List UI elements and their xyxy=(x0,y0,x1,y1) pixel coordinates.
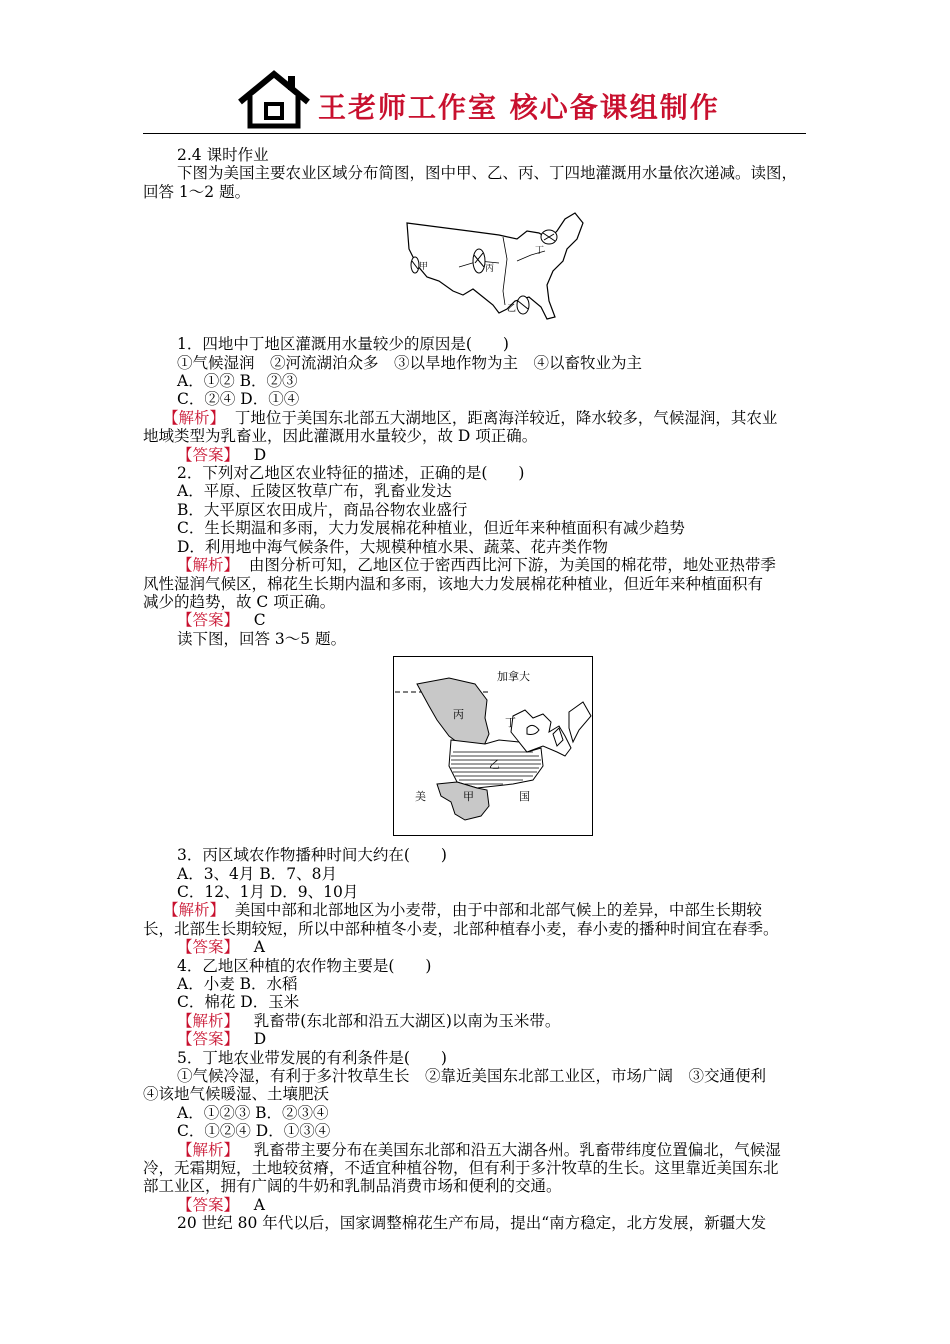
q5-analysis-1: 乳畜带主要分布在美国东北部和沿五大湖各州。乳畜带纬度位置偏北，气候湿 xyxy=(253,1140,781,1159)
q1-analysis-tag: 【解析】 xyxy=(163,408,226,427)
q1-stem: 1．四地中丁地区灌溉用水量较少的原因是( ) xyxy=(177,335,509,354)
header-title: 王老师工作室 核心备课组制作 xyxy=(318,91,720,124)
intro-line-1: 下图为美国主要农业区域分布简图，图中甲、乙、丙、丁四地灌溉用水量依次递减。读图， xyxy=(177,164,798,183)
q2-option-c: C．生长期温和多雨，大力发展棉花种植业，但近年来种植面积有减少趋势 xyxy=(177,519,685,538)
q1-analysis-2: 地域类型为乳畜业，因此灌溉用水量较少，故 D 项正确。 xyxy=(143,427,538,446)
map1-label-jia: 甲 xyxy=(419,262,429,273)
regional-map xyxy=(393,656,806,838)
map2-label-usa-2: 国 xyxy=(519,790,530,804)
q3-analysis-1: 美国中部和北部地区为小麦带，由于中部和北部气候上的差异，中部生长期较 xyxy=(234,901,762,920)
section-title: 2.4 课时作业 xyxy=(177,146,269,164)
document-body xyxy=(143,146,806,1233)
q3-options-2: C．12、1月 D．9、10月 xyxy=(177,882,359,901)
q1-answer-tag: 【答案】 xyxy=(177,445,240,464)
q2-analysis-1: 由图分析可知，乙地区位于密西西比河下游，为美国的棉花带，地处亚热带季 xyxy=(248,556,776,575)
q1-analysis-1: 丁地位于美国东北部五大湖地区，距离海洋较近，降水较多，气候湿润，其农业 xyxy=(234,408,778,427)
map2-label-canada: 加拿大 xyxy=(497,670,530,684)
header-divider xyxy=(143,133,806,134)
intro-2: 读下图，回答 3～5 题。 xyxy=(177,629,347,648)
q2-option-d: D．利用地中海气候条件，大规模种植水果、蔬菜、花卉类作物 xyxy=(177,537,608,556)
q5-items: ①气候冷湿，有利于多汁牧草生长 ②靠近美国东北部工业区，市场广阔 ③交通便利 xyxy=(177,1067,767,1085)
q2-option-b: B．大平原区农田成片，商品谷物农业盛行 xyxy=(177,500,468,519)
q2-answer: C xyxy=(253,611,266,630)
q2-analysis-2: 风性湿润气候区，棉花生长期内温和多雨，该地大力发展棉花种植业，但近年来种植面积有 xyxy=(143,574,764,593)
q5-analysis-tag: 【解析】 xyxy=(177,1140,240,1159)
q2-stem: 2．下列对乙地区农业特征的描述，正确的是( ) xyxy=(177,464,525,483)
q3-analysis-tag: 【解析】 xyxy=(163,901,226,920)
map2-label-ding: 丁 xyxy=(505,716,516,730)
q5-options-1: A．①②③ B．②③④ xyxy=(177,1103,329,1122)
q3-answer: A xyxy=(253,938,265,957)
q4-analysis-tag: 【解析】 xyxy=(177,1011,240,1030)
map1-label-ding: 丁 xyxy=(535,246,545,257)
house-logo-icon xyxy=(236,70,312,130)
q2-analysis-tag: 【解析】 xyxy=(177,556,240,575)
map1-label-bing: 丙 xyxy=(485,264,495,275)
q4-options-1: A．小麦 B．水稻 xyxy=(177,974,298,993)
q5-analysis-3: 部工业区，拥有广阔的牛奶和乳制品消费市场和便利的交通。 xyxy=(143,1177,562,1196)
q5-items-2: ④该地气候暖湿、土壤肥沃 xyxy=(143,1085,330,1104)
q4-analysis-1: 乳畜带(东北部和沿五大湖区)以南为玉米带。 xyxy=(253,1011,561,1030)
q1-options-2: C．②④ D．①④ xyxy=(177,390,300,409)
q2-answer-tag: 【答案】 xyxy=(177,611,240,630)
q1-items: ①气候湿润 ②河流湖泊众多 ③以旱地作物为主 ④以畜牧业为主 xyxy=(177,353,643,372)
intro-line-2: 回答 1～2 题。 xyxy=(143,182,251,201)
q5-answer-tag: 【答案】 xyxy=(177,1195,240,1214)
q2-analysis-3: 减少的趋势，故 C 项正确。 xyxy=(143,592,336,611)
q5-analysis-2: 冷，无霜期短，土地较贫瘠，不适宜种植谷物，但有利于多汁牧草的生长。这里靠近美国东北 xyxy=(143,1159,779,1178)
q4-answer: D xyxy=(253,1030,267,1049)
q5-stem: 5．丁地农业带发展的有利条件是( ) xyxy=(177,1048,447,1067)
us-agriculture-map xyxy=(399,209,806,335)
map1-label-yi: 乙 xyxy=(507,304,517,315)
closing-paragraph: 20 世纪 80 年代以后，国家调整棉花生产布局，提出“南方稳定，北方发展，新疆大发 xyxy=(177,1214,767,1233)
map2-label-bing: 丙 xyxy=(453,708,464,722)
q4-answer-tag: 【答案】 xyxy=(177,1030,240,1049)
q3-options-1: A．3、4月 B．7、8月 xyxy=(177,864,337,883)
q4-stem: 4．乙地区种植的农作物主要是( ) xyxy=(177,956,432,975)
q4-options-2: C．棉花 D．玉米 xyxy=(177,993,300,1012)
q2-option-a: A．平原、丘陵区牧草广布，乳畜业发达 xyxy=(177,482,452,501)
q3-stem: 3．丙区域农作物播种时间大约在( ) xyxy=(177,846,447,865)
q1-answer: D xyxy=(253,445,267,464)
map2-label-jia: 甲 xyxy=(463,790,474,804)
map2-label-yi: 乙 xyxy=(489,758,500,772)
q1-options-1: A．①② B．②③ xyxy=(177,372,298,391)
q5-options-2: C．①②④ D．①③④ xyxy=(177,1122,331,1141)
map2-label-usa-1: 美 xyxy=(415,790,426,804)
q3-analysis-2: 长，北部生长期较短，所以中部种植冬小麦，北部种植春小麦，春小麦的播种时间宜在春季。 xyxy=(143,919,779,938)
q3-answer-tag: 【答案】 xyxy=(177,938,240,957)
q5-answer: A xyxy=(253,1195,265,1214)
